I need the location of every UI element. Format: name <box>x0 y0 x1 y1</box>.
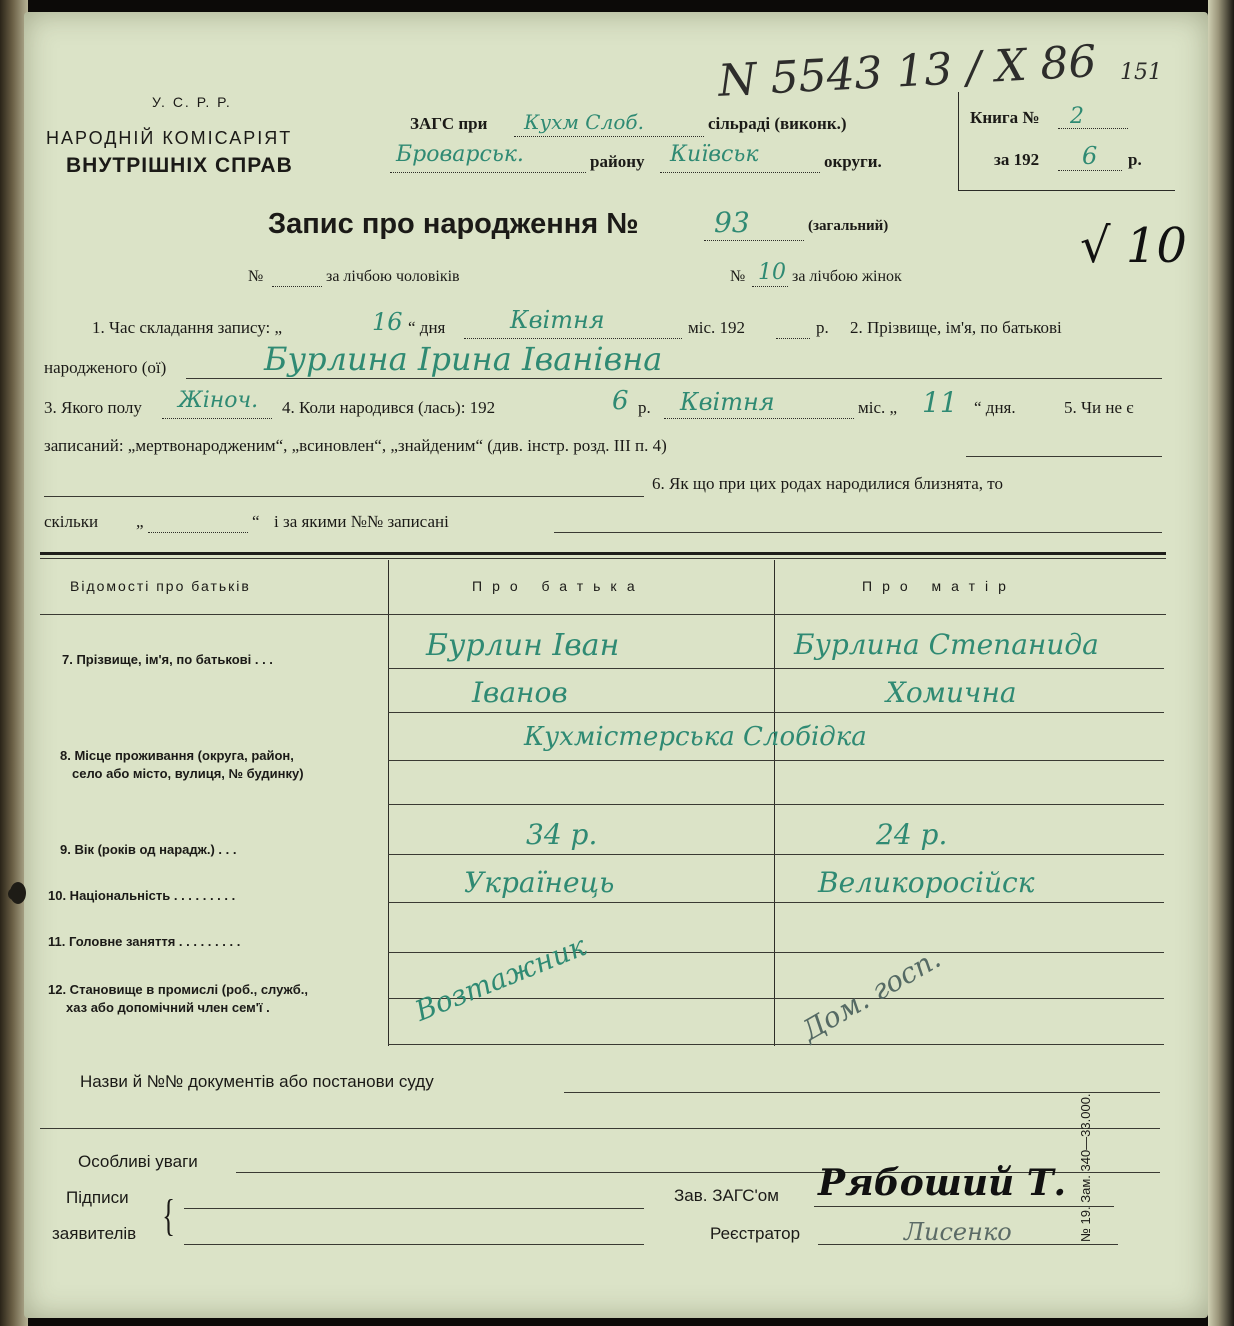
mother-name-2: Хомична <box>886 676 1017 709</box>
field3-sex: Жіноч. <box>178 388 259 413</box>
zags-handwritten: Кухм Слоб. <box>524 110 644 134</box>
field3-label: 3. Якого полу <box>44 398 142 417</box>
zags-dotline <box>514 136 704 137</box>
table-head-info: Відомості про батьків <box>70 578 251 594</box>
book-label: Книга № <box>970 108 1040 127</box>
father-occupation: Возтажник <box>410 929 591 1028</box>
field4-r: р. <box>638 398 651 417</box>
field2-line <box>186 378 1162 379</box>
field5-label-b: записаний: „мертвонародженим“, „всиновлен“, „знайденим“ (див. інстр. розд. III п. 4) <box>44 436 667 455</box>
year-handwritten: 6 <box>1082 142 1098 170</box>
remarks-label: Особливі уваги <box>78 1152 198 1171</box>
okrug-label: округи. <box>824 152 882 171</box>
field4-month-dotline <box>664 418 854 419</box>
print-info: № 19. Зам. 340—33.000. <box>1078 1093 1093 1242</box>
footer-rule-1 <box>40 1128 1160 1129</box>
registrar-label: Реєстратор <box>710 1224 801 1243</box>
signatures-label-a: Підписи <box>66 1188 129 1207</box>
field3-dotline <box>162 418 272 419</box>
field6-line-a <box>44 496 644 497</box>
row-rule-6 <box>388 902 1164 903</box>
council-label: сільраді (виконк.) <box>708 114 847 133</box>
row-rule-3 <box>388 760 1164 761</box>
men-label: за лічбою чоловіків <box>326 268 460 285</box>
signature-line-1 <box>184 1208 644 1209</box>
field2-label: 2. Прізвище, ім'я, по батькові <box>850 318 1062 337</box>
mother-occupation: Дом. госп. <box>796 941 947 1048</box>
field2-label-b: народженого (ої) <box>44 358 167 377</box>
women-number: 10 <box>758 260 786 285</box>
field2-name: Бурлина Ірина Іванівна <box>264 340 663 378</box>
field4-year: 6 <box>612 386 629 416</box>
table-head-father: Про батька <box>472 578 645 594</box>
row9-label: 9. Вік (років од нарадж.) . . . <box>60 842 237 857</box>
documents-label: Назви й №№ документів або постанови суду <box>80 1072 434 1091</box>
okrug-handwritten: Київськ <box>670 142 759 167</box>
archive-number-2: 151 <box>1120 60 1162 85</box>
page-edge <box>1208 0 1234 1326</box>
row-rule-4 <box>388 804 1164 805</box>
row11-label: 11. Головне заняття . . . . . . . . . <box>48 934 241 949</box>
row-rule-9 <box>388 1044 1164 1045</box>
father-name-1: Бурлин Іван <box>426 628 620 663</box>
field6-line-b <box>554 532 1162 533</box>
field1-day-label: “ дня <box>408 318 446 337</box>
district-dotline <box>390 172 586 173</box>
field4-day-label: “ дня. <box>974 398 1016 417</box>
field6-label-b: скільки <box>44 512 99 531</box>
row8-label-b: село або місто, вулиця, № будинку) <box>72 766 304 781</box>
head-sign-line <box>814 1206 1114 1207</box>
row-rule-5 <box>388 854 1164 855</box>
year-prefix: за 192 <box>994 150 1040 169</box>
mother-age: 24 р. <box>876 818 948 851</box>
field6-label-c: і за якими №№ записані <box>274 512 449 531</box>
men-dotline <box>272 286 322 287</box>
registrar-signature: Лисенко <box>904 1218 1012 1246</box>
book-handwritten: 2 <box>1070 104 1084 129</box>
signatures-label-b: заявителів <box>52 1224 137 1243</box>
field6-label: 6. Як що при цих родах народилися близнята, то <box>652 474 1003 493</box>
women-dotline <box>752 286 788 287</box>
table-top-rule-thin <box>40 558 1166 559</box>
field6-quote-open: „ <box>136 512 144 531</box>
row8-label-a: 8. Місце проживання (округа, район, <box>60 748 294 763</box>
father-place: Кухмістерська Слобідка <box>524 722 867 752</box>
okrug-dotline <box>660 172 820 173</box>
women-label: за лічбою жінок <box>792 268 902 285</box>
father-age: 34 р. <box>526 818 598 851</box>
table-col-divider-1 <box>388 560 389 1046</box>
row7-label: 7. Прізвище, ім'я, по батькові . . . <box>62 652 273 667</box>
head-signature: Рябоший Т. <box>818 1162 1067 1204</box>
record-number-dotline <box>704 240 804 241</box>
row10-label: 10. Національність . . . . . . . . . <box>48 888 236 903</box>
row-rule-8 <box>388 998 1164 999</box>
table-col-divider-2 <box>774 560 775 1046</box>
ussr-label: У. С. Р. Р. <box>152 94 232 110</box>
record-number: 93 <box>714 206 750 239</box>
field1-month: Квітня <box>510 306 605 334</box>
zags-prefix: ЗАГС при <box>410 114 488 133</box>
table-top-rule <box>40 552 1166 555</box>
field4-label: 4. Коли народився (лась): 192 <box>282 398 496 417</box>
general-label: (загальний) <box>808 218 889 234</box>
table-head-mother: Про матір <box>862 578 1016 594</box>
field1-r: р. <box>816 318 829 337</box>
binding-hole-2 <box>8 888 20 900</box>
archive-number: N 5543 13 / X 86 <box>716 36 1098 107</box>
commissariat-label: НАРОДНІЙ КОМІСАРІЯТ <box>46 128 293 148</box>
signature-line-2 <box>184 1244 644 1245</box>
field1-label: 1. Час складання запису: „ <box>92 318 283 337</box>
district-handwritten: Броварськ. <box>396 142 524 167</box>
documents-line <box>564 1092 1160 1093</box>
father-nationality: Українець <box>464 866 615 899</box>
field4-mis: міс. „ <box>858 398 898 417</box>
field1-year-dotline <box>776 338 810 339</box>
table-header-rule <box>40 614 1166 615</box>
field6-count-dotline <box>148 532 248 533</box>
year-suffix: р. <box>1128 150 1142 169</box>
mother-name-1: Бурлина Степанида <box>794 628 1099 661</box>
signatures-brace: { <box>162 1191 175 1240</box>
row-rule-2 <box>388 712 1164 713</box>
field4-month: Квітня <box>680 388 775 416</box>
row-rule-7 <box>388 952 1164 953</box>
ministry-label: ВНУТРІШНІХ СПРАВ <box>66 154 293 177</box>
row12-label-b: хаз або допомічний член сем'ї . <box>66 1000 270 1015</box>
corner-check-mark: √ 10 <box>1080 218 1187 274</box>
head-label: Зав. ЗАГС'ом <box>674 1186 779 1205</box>
record-title: Запис про народження № <box>268 208 639 240</box>
registrar-line <box>818 1244 1118 1245</box>
field6-quote-close: “ <box>252 512 260 531</box>
father-name-2: Іванов <box>472 676 568 709</box>
field5-label: 5. Чи не є <box>1064 398 1134 417</box>
field4-day: 11 <box>922 386 958 419</box>
field5-line <box>966 456 1162 457</box>
book-dotline <box>1058 128 1128 129</box>
row-rule-1 <box>388 668 1164 669</box>
women-prefix: № <box>730 268 746 285</box>
mother-nationality: Великоросійск <box>818 866 1035 899</box>
district-label: району <box>590 152 645 171</box>
book-box <box>958 92 1175 191</box>
field1-mis-label: міс. 192 <box>688 318 746 337</box>
birth-record-form <box>24 12 1208 1318</box>
year-dotline <box>1058 170 1122 171</box>
field1-month-dotline <box>464 338 682 339</box>
men-prefix: № <box>248 268 264 285</box>
field1-day: 16 <box>372 308 403 336</box>
row12-label-a: 12. Становище в промислі (роб., служб., <box>48 982 308 997</box>
